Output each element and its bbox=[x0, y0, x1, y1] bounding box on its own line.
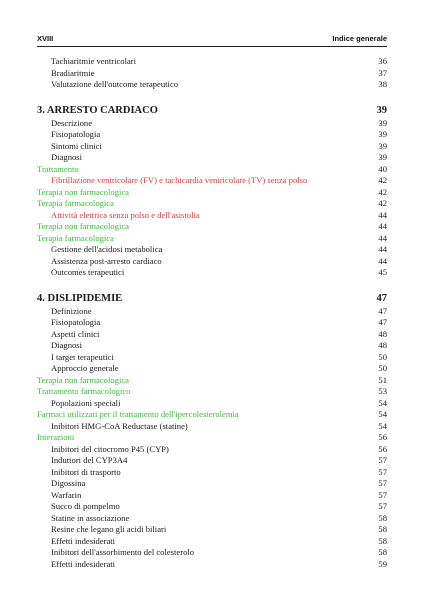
toc-entry-title: Diagnosi bbox=[51, 340, 83, 350]
toc-entry-page: 36 bbox=[378, 56, 387, 66]
toc-entry bbox=[37, 129, 387, 141]
toc-entry-title: Terapia farmacologica bbox=[37, 198, 114, 208]
toc-entry-page: 44 bbox=[378, 244, 387, 254]
toc-entry-page: 58 bbox=[378, 512, 387, 523]
toc-entry bbox=[37, 478, 387, 490]
toc-entry bbox=[37, 198, 387, 210]
toc-entry bbox=[37, 152, 387, 164]
toc-entry-title: Inibitori di trasporto bbox=[51, 466, 121, 477]
toc-entry bbox=[37, 56, 387, 68]
toc-entry-page: 42 bbox=[378, 175, 387, 185]
toc-entry-page: 42 bbox=[378, 186, 387, 197]
toc-entry-page: 45 bbox=[378, 267, 387, 277]
toc-entry bbox=[37, 386, 387, 398]
toc-entry bbox=[37, 409, 387, 421]
toc-entry bbox=[37, 455, 387, 467]
toc-entry-page: 51 bbox=[378, 374, 387, 385]
toc-entry-page: 39 bbox=[378, 117, 387, 128]
toc-entry-title: Fisiopatologia bbox=[51, 129, 101, 139]
toc-entry-title: Farmaci utilizzati per il trattamento dell'ipercolesterolemia bbox=[37, 409, 239, 419]
toc-entry bbox=[37, 187, 387, 199]
toc-entry-page: 44 bbox=[378, 209, 387, 220]
toc-entry-page: 44 bbox=[378, 255, 387, 266]
toc-entry-title: Valutazione dell'outcome terapeutico bbox=[51, 79, 179, 89]
toc-entry-page: 54 bbox=[378, 409, 387, 419]
toc-entry-page: 47 bbox=[378, 305, 387, 316]
toc-entry bbox=[37, 444, 387, 456]
toc-entry-page: 39 bbox=[376, 104, 387, 116]
toc-entry-title: Succo di pompelmo bbox=[51, 501, 120, 511]
toc-entry bbox=[37, 490, 387, 502]
toc-entry bbox=[37, 547, 387, 559]
toc-entry bbox=[37, 221, 387, 233]
toc-entry bbox=[37, 79, 387, 91]
toc-entry-title: Sintomi clinici bbox=[51, 140, 102, 151]
toc-entry-title: Trattamento farmacologico bbox=[37, 386, 131, 396]
toc-entry bbox=[37, 118, 387, 130]
toc-entry-title: Aspetti clinici bbox=[51, 328, 100, 339]
toc-chapter-heading bbox=[37, 292, 387, 306]
toc-entry-title: Assistenza post-arresto cardiaco bbox=[51, 255, 162, 266]
toc-entry-page: 57 bbox=[378, 455, 387, 465]
toc-entry-title: Terapia non farmacologica bbox=[37, 186, 129, 197]
toc-entry-page: 38 bbox=[378, 79, 387, 89]
toc-entry bbox=[37, 536, 387, 548]
toc-entry-title: Descrizione bbox=[51, 117, 93, 128]
toc-entry-page: 44 bbox=[378, 221, 387, 231]
toc-entry bbox=[37, 233, 387, 245]
toc-entry bbox=[37, 256, 387, 268]
toc-entry bbox=[37, 244, 387, 256]
page-number-roman: XVIII bbox=[37, 34, 54, 43]
toc-entry-page: 56 bbox=[378, 443, 387, 454]
toc-entry-title: Approccio generale bbox=[51, 363, 119, 373]
toc-entry-page: 56 bbox=[378, 432, 387, 442]
toc-entry-title: Diagnosi bbox=[51, 152, 83, 162]
toc-entry-page: 44 bbox=[378, 232, 387, 243]
toc-entry-title: Terapia non farmacologica bbox=[37, 374, 129, 385]
toc-entry-title: 4. DISLIPIDEMIE bbox=[37, 292, 123, 304]
toc-entry-title: Resine che legano gli acidi biliari bbox=[51, 524, 167, 534]
toc-entry bbox=[37, 340, 387, 352]
toc-entry-title: I target terapeutici bbox=[51, 351, 114, 362]
toc-entry-page: 40 bbox=[378, 163, 387, 174]
toc-entry-page: 57 bbox=[378, 466, 387, 477]
toc-entry-page: 39 bbox=[378, 140, 387, 151]
toc-entry bbox=[37, 432, 387, 444]
toc-entry bbox=[37, 210, 387, 222]
toc-entry bbox=[37, 164, 387, 176]
toc-entry bbox=[37, 317, 387, 329]
toc-entry-page: 50 bbox=[378, 363, 387, 373]
toc-entry-title: Warfarin bbox=[51, 489, 82, 500]
toc-entry-title: Trattamento bbox=[37, 163, 79, 174]
toc-entry bbox=[37, 352, 387, 364]
toc-entry bbox=[37, 363, 387, 375]
table-of-contents bbox=[37, 56, 387, 570]
toc-entry bbox=[37, 141, 387, 153]
toc-entry-page: 53 bbox=[378, 386, 387, 396]
toc-entry-page: 50 bbox=[378, 351, 387, 362]
toc-entry-page: 48 bbox=[378, 328, 387, 339]
toc-entry-page: 54 bbox=[378, 420, 387, 431]
toc-entry-title: Effetti indesiderati bbox=[51, 535, 116, 546]
toc-entry-title: Inibitori dell'assorbimento del colesterolo bbox=[51, 547, 195, 557]
toc-entry-page: 58 bbox=[378, 535, 387, 546]
toc-entry-title: Attività elettrica senza polso e dell'asistolia bbox=[51, 209, 200, 220]
toc-entry-page: 39 bbox=[378, 152, 387, 162]
toc-entry bbox=[37, 398, 387, 410]
toc-entry-title: Interazioni bbox=[37, 432, 75, 442]
toc-entry-title: Bradiaritmie bbox=[51, 67, 95, 78]
toc-entry-page: 47 bbox=[376, 292, 387, 304]
toc-entry-page: 59 bbox=[378, 558, 387, 569]
toc-entry-page: 57 bbox=[378, 478, 387, 488]
toc-entry-title: Tachiaritmie ventricolari bbox=[51, 56, 137, 66]
toc-entry bbox=[37, 513, 387, 525]
toc-entry-page: 54 bbox=[378, 397, 387, 408]
toc-entry-title: Fisiopatologia bbox=[51, 317, 101, 327]
toc-entry bbox=[37, 501, 387, 513]
section-gap bbox=[37, 279, 387, 285]
toc-entry bbox=[37, 559, 387, 571]
toc-entry-title: Effetti indesiderati bbox=[51, 558, 116, 569]
running-header bbox=[37, 34, 387, 46]
toc-entry bbox=[37, 329, 387, 341]
toc-entry-title: Definizione bbox=[51, 305, 92, 316]
toc-entry-title: Inibitori HMG-CoA Reductase (statine) bbox=[51, 420, 188, 431]
toc-entry bbox=[37, 175, 387, 187]
toc-entry bbox=[37, 306, 387, 318]
toc-entry-title: Fibrillazione ventricolare (FV) e tachicardia ventricolare (TV) senza polso bbox=[51, 175, 308, 185]
toc-entry-title: Digossina bbox=[51, 478, 86, 488]
running-title: Indice generale bbox=[332, 34, 387, 43]
toc-entry-page: 58 bbox=[378, 547, 387, 557]
toc-entry-title: Terapia farmacologica bbox=[37, 232, 114, 243]
toc-entry-page: 57 bbox=[378, 489, 387, 500]
toc-entry bbox=[37, 524, 387, 536]
toc-entry-page: 37 bbox=[378, 67, 387, 78]
toc-entry-page: 42 bbox=[378, 198, 387, 208]
toc-entry-page: 48 bbox=[378, 340, 387, 350]
toc-entry bbox=[37, 421, 387, 433]
toc-entry bbox=[37, 467, 387, 479]
toc-entry-title: Popolazioni speciali bbox=[51, 397, 121, 408]
toc-entry-title: Induttori del CYP3A4 bbox=[51, 455, 128, 465]
toc-entry-page: 47 bbox=[378, 317, 387, 327]
toc-entry-page: 57 bbox=[378, 501, 387, 511]
toc-entry-title: Gestione dell'acidosi metabolica bbox=[51, 244, 163, 254]
toc-entry bbox=[37, 375, 387, 387]
toc-entry-page: 58 bbox=[378, 524, 387, 534]
header-rule bbox=[37, 46, 387, 47]
toc-entry bbox=[37, 68, 387, 80]
section-gap bbox=[37, 91, 387, 97]
toc-entry-title: Terapia non farmacologica bbox=[37, 221, 129, 231]
toc-chapter-heading bbox=[37, 104, 387, 118]
toc-entry bbox=[37, 267, 387, 279]
toc-entry-title: Inibitori del citocromo P45 (CYP) bbox=[51, 443, 169, 454]
toc-entry-title: Outcomes terapeutici bbox=[51, 267, 125, 277]
toc-entry-title: Statine in associazione bbox=[51, 512, 130, 523]
toc-entry-page: 39 bbox=[378, 129, 387, 139]
toc-entry-title: 3. ARRESTO CARDIACO bbox=[37, 104, 158, 116]
